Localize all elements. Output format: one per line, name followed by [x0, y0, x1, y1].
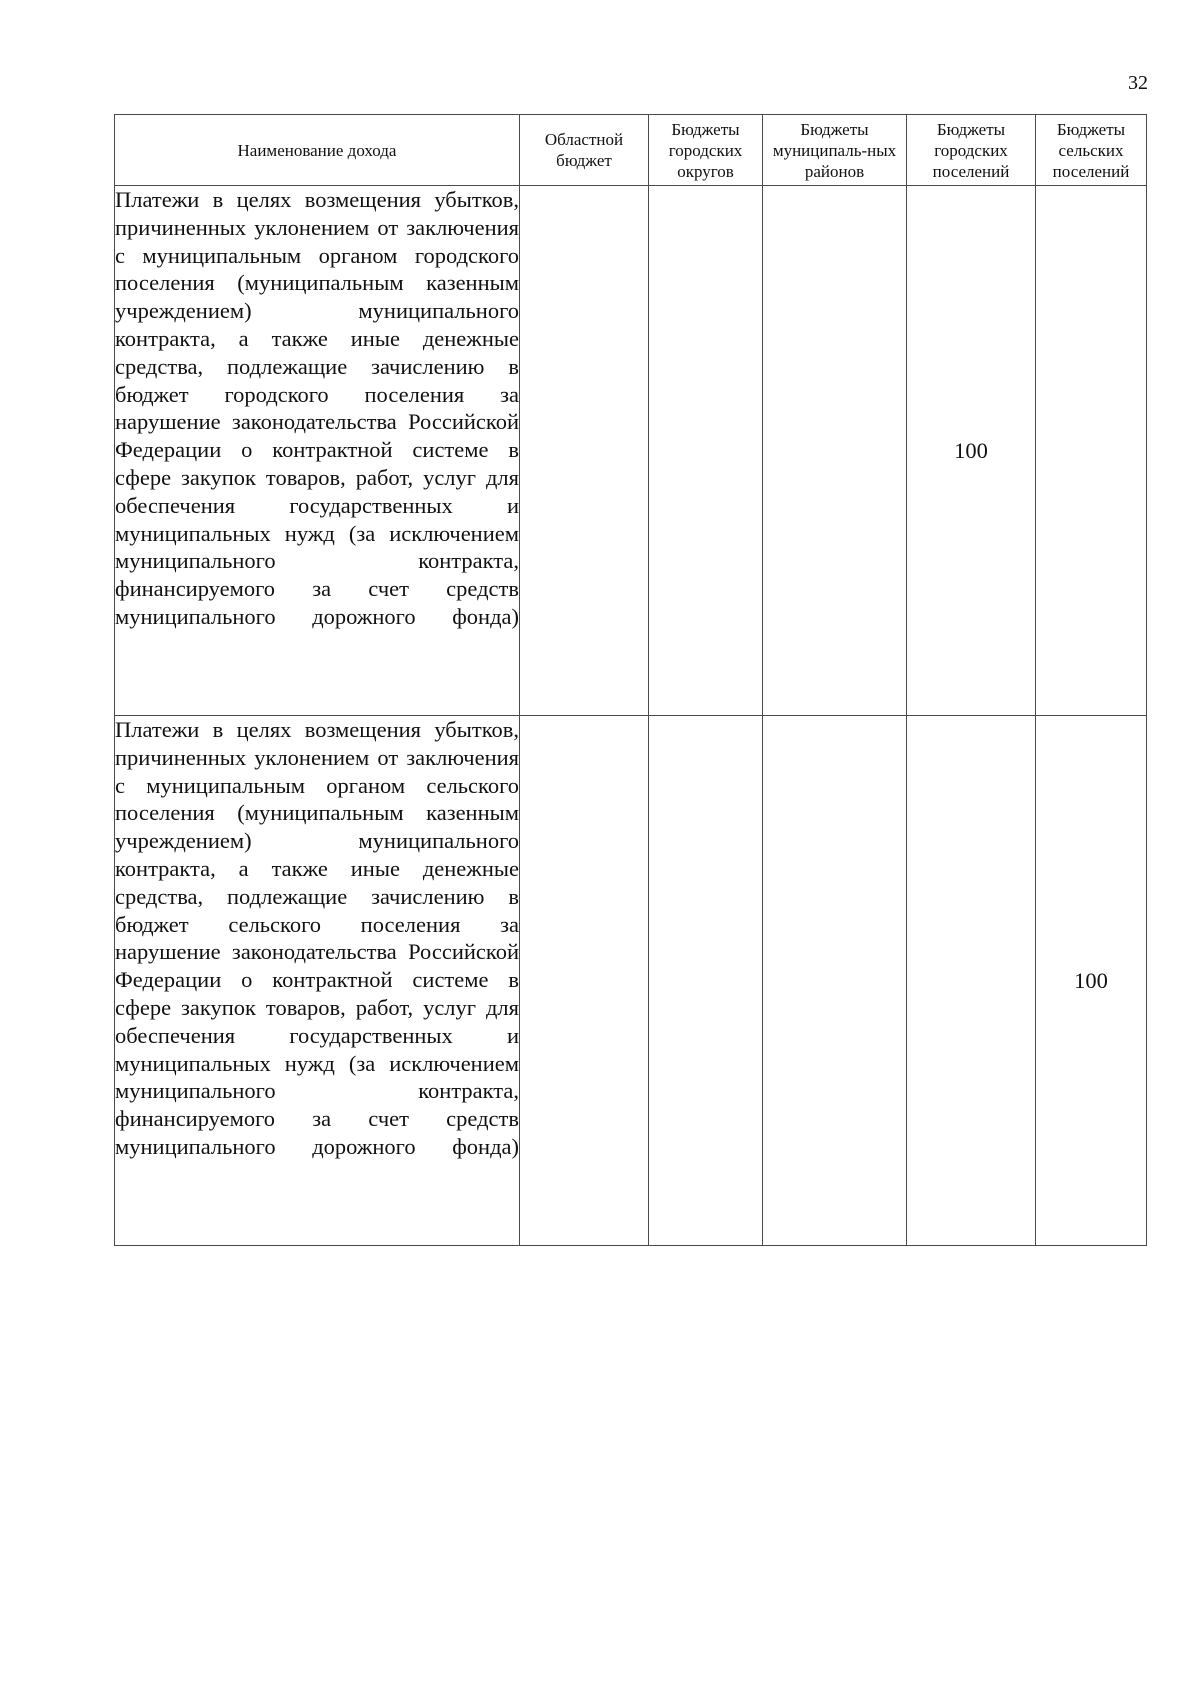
- regional-budget-cell: [520, 716, 649, 1246]
- rural-settlement-budget-cell: [1036, 186, 1147, 716]
- revenue-distribution-table: [114, 114, 1147, 1246]
- municipal-district-budget-cell: [763, 186, 907, 716]
- city-district-budget-cell: [649, 716, 763, 1246]
- municipal-district-budget-cell: [763, 716, 907, 1246]
- table-row: [115, 716, 1147, 1246]
- header-rural-settlement-budgets: Бюджеты сельских поселений: [1036, 115, 1147, 186]
- table-row: [115, 186, 1147, 716]
- urban-settlement-budget-cell: 100: [907, 186, 1036, 716]
- city-district-budget-cell: [649, 186, 763, 716]
- header-municipal-district-budgets: Бюджеты муниципаль-ных районов: [763, 115, 907, 186]
- header-urban-settlement-budgets: Бюджеты городских поселений: [907, 115, 1036, 186]
- page-number: 32: [1128, 72, 1148, 94]
- header-city-district-budgets: Бюджеты городских округов: [649, 115, 763, 186]
- urban-settlement-budget-cell: [907, 716, 1036, 1246]
- header-regional-budget: Областной бюджет: [520, 115, 649, 186]
- rural-settlement-budget-cell: 100: [1036, 716, 1147, 1246]
- revenue-name-cell: Платежи в целях возмещения убытков, причиненных уклонением от заключения с муниципальным органом городского поселения (муниципальным казенным учреждением) муниципального контракта, а также иные денежные средства, подлежащие зачислению в бюджет городского поселения за нарушение законодательства Российской Федерации о контрактной системе в сфере закупок товаров, работ, услуг для обеспечения государственных и муниципальных нужд (за исключением муниципального контракта, финансируемого за счет средств муниципального дорожного фонда): [115, 186, 520, 716]
- regional-budget-cell: [520, 186, 649, 716]
- header-revenue-name: Наименование дохода: [115, 115, 520, 186]
- table-header-row: [115, 115, 1147, 186]
- revenue-name-cell: Платежи в целях возмещения убытков, причиненных уклонением от заключения с муниципальным органом сельского поселения (муниципальным казенным учреждением) муниципального контракта, а также иные денежные средства, подлежащие зачислению в бюджет сельского поселения за нарушение законодательства Российской Федерации о контрактной системе в сфере закупок товаров, работ, услуг для обеспечения государственных и муниципальных нужд (за исключением муниципального контракта, финансируемого за счет средств муниципального дорожного фонда): [115, 716, 520, 1246]
